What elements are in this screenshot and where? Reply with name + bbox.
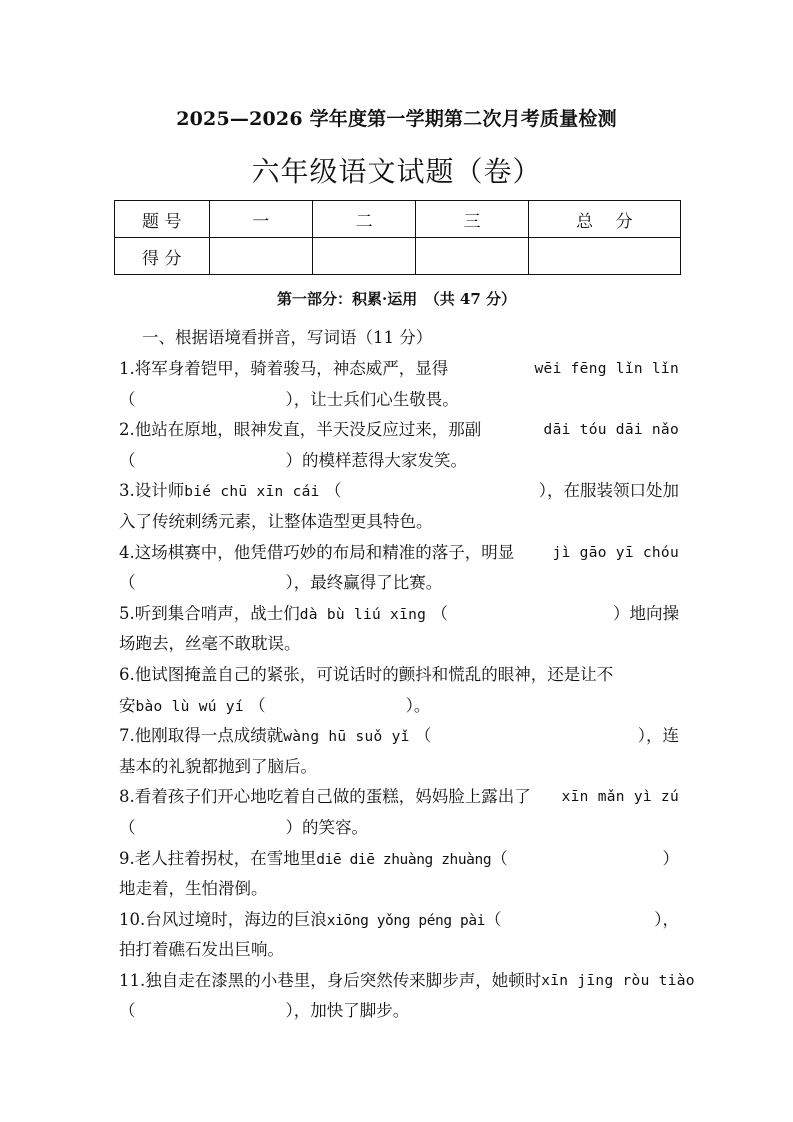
pinyin-prompt: diē diē zhuàng zhuàng (316, 851, 492, 868)
question-line (119, 721, 679, 752)
question-text: 入了传统刺绣元素，让整体造型更具特色。 (119, 511, 433, 531)
question-text: ），加快了脚步。 (285, 1001, 410, 1021)
pinyin-prompt: xīn jīng ròu tiào (541, 972, 695, 989)
blank-open: （ (119, 573, 136, 593)
score-cell[interactable] (312, 238, 415, 275)
question-text: ）， (654, 909, 679, 929)
question-text: 7.他刚取得一点成绩就 (119, 726, 284, 746)
question-line (119, 813, 679, 844)
pinyin-prompt: bào lù wú yí (135, 698, 244, 715)
question-text: 4.这场棋赛中，他凭借巧妙的布局和精准的落子，明显 (119, 542, 515, 562)
blank-open: （ (491, 848, 508, 868)
question-line (119, 691, 679, 722)
question-text: 11.独自走在漆黑的小巷里，身后突然传来脚步声，她顿时 (119, 970, 542, 990)
blank-open: （ (119, 817, 136, 837)
question-text: 地走着，生怕滑倒。 (119, 879, 268, 899)
pinyin-prompt: xīn mǎn yì zú (561, 789, 679, 806)
blank-open: （ (119, 1001, 136, 1021)
score-table-row-label: 得 分 (115, 238, 210, 275)
question-text: 5.听到集合哨声，战士们 (119, 603, 300, 623)
score-table-row-numbers (115, 201, 681, 238)
question-line (119, 446, 679, 477)
question-line (119, 935, 679, 966)
question-line (119, 538, 679, 569)
question-list (119, 354, 695, 1027)
question-text: ）的笑容。 (285, 817, 368, 837)
question-text: 拍打着礁石发出巨响。 (119, 940, 284, 960)
pinyin-prompt: jì gāo yī chóu (552, 544, 679, 561)
score-table-header-cell: 三 (416, 201, 528, 238)
pinyin-prompt: bié chū xīn cái (184, 484, 320, 501)
question-line (119, 629, 679, 660)
blank-open: （ (324, 481, 342, 501)
question-text: 6.他试图掩盖自己的紧张，可说话时的颤抖和慌乱的眼神，还是让不 (119, 664, 614, 684)
question-text: 基本的礼貌都抛到了脑后。 (119, 756, 317, 776)
question-line (119, 996, 679, 1027)
question-line (119, 507, 679, 538)
question-line (119, 752, 679, 783)
question-line (119, 782, 679, 813)
section-intro: 一、根据语境看拼音，写词语（11 分） (142, 328, 433, 347)
question-line (119, 476, 679, 507)
question-text: 3.设计师 (119, 481, 185, 501)
question-line (119, 966, 695, 997)
score-table-header-cell: 总 分 (528, 201, 680, 238)
question-text: ）的模样惹得大家发笑。 (285, 450, 467, 470)
question-text: ），最终赢得了比赛。 (285, 573, 443, 593)
question-text: ），连 (637, 726, 679, 746)
question-text: ）地向操 (613, 603, 679, 623)
score-table (114, 200, 681, 275)
score-table-header-cell: 二 (312, 201, 415, 238)
pinyin-prompt: xiōng yǒng péng pài (326, 912, 486, 929)
part-heading: 第一部分：积累·运用 （共 47 分） (276, 290, 517, 308)
pinyin-prompt: wēi fēng lǐn lǐn (534, 361, 679, 377)
blank-open: （ (119, 389, 136, 409)
question-text: 2.他站在原地，眼神发直，半天没反应过来，那副 (119, 420, 482, 440)
question-line (119, 874, 679, 905)
question-text: 8.看着孩子们开心地吃着自己做的蛋糕，妈妈脸上露出了 (119, 787, 531, 807)
question-text: ），让士兵们心生敬畏。 (285, 389, 459, 409)
question-line (119, 568, 679, 599)
page-title: 六年级语文试题（卷） (251, 155, 542, 188)
question-line (119, 415, 679, 446)
score-table-row-scores (115, 238, 681, 275)
score-table-row-label: 题 号 (115, 201, 210, 238)
question-text: 安 (119, 695, 136, 715)
pinyin-prompt: dāi tóu dāi nǎo (543, 422, 679, 439)
question-line (119, 354, 679, 385)
blank-open: （ (414, 726, 432, 746)
question-text: ），在服装领口处加 (538, 481, 679, 501)
score-cell[interactable] (528, 238, 680, 275)
blank-open: （ (485, 909, 502, 929)
pinyin-prompt: wàng hū suǒ yǐ (283, 729, 410, 746)
question-text: 1.将军身着铠甲，骑着骏马，神态威严，显得 (119, 359, 449, 378)
blank-open: （ (431, 603, 448, 623)
question-line (119, 599, 679, 630)
exam-header: 2025—2026 学年度第一学期第二次月考质量检测 (176, 108, 617, 130)
question-text: ） (662, 848, 679, 868)
score-cell[interactable] (209, 238, 312, 275)
question-line (119, 905, 679, 936)
question-text: 9.老人拄着拐杖，在雪地里 (119, 848, 317, 868)
pinyin-prompt: dà bù liú xīng (299, 606, 427, 623)
question-text: 10.台风过境时，海边的巨浪 (119, 909, 327, 929)
blank-open: （ (249, 695, 266, 715)
question-text: ）。 (405, 695, 431, 715)
blank-open: （ (119, 450, 136, 470)
score-table-header-cell: 一 (209, 201, 312, 238)
score-cell[interactable] (416, 238, 528, 275)
question-line (119, 660, 679, 691)
question-line (119, 385, 679, 416)
question-text: 场跑去，丝毫不敢耽误。 (119, 634, 301, 654)
question-line (119, 844, 679, 875)
